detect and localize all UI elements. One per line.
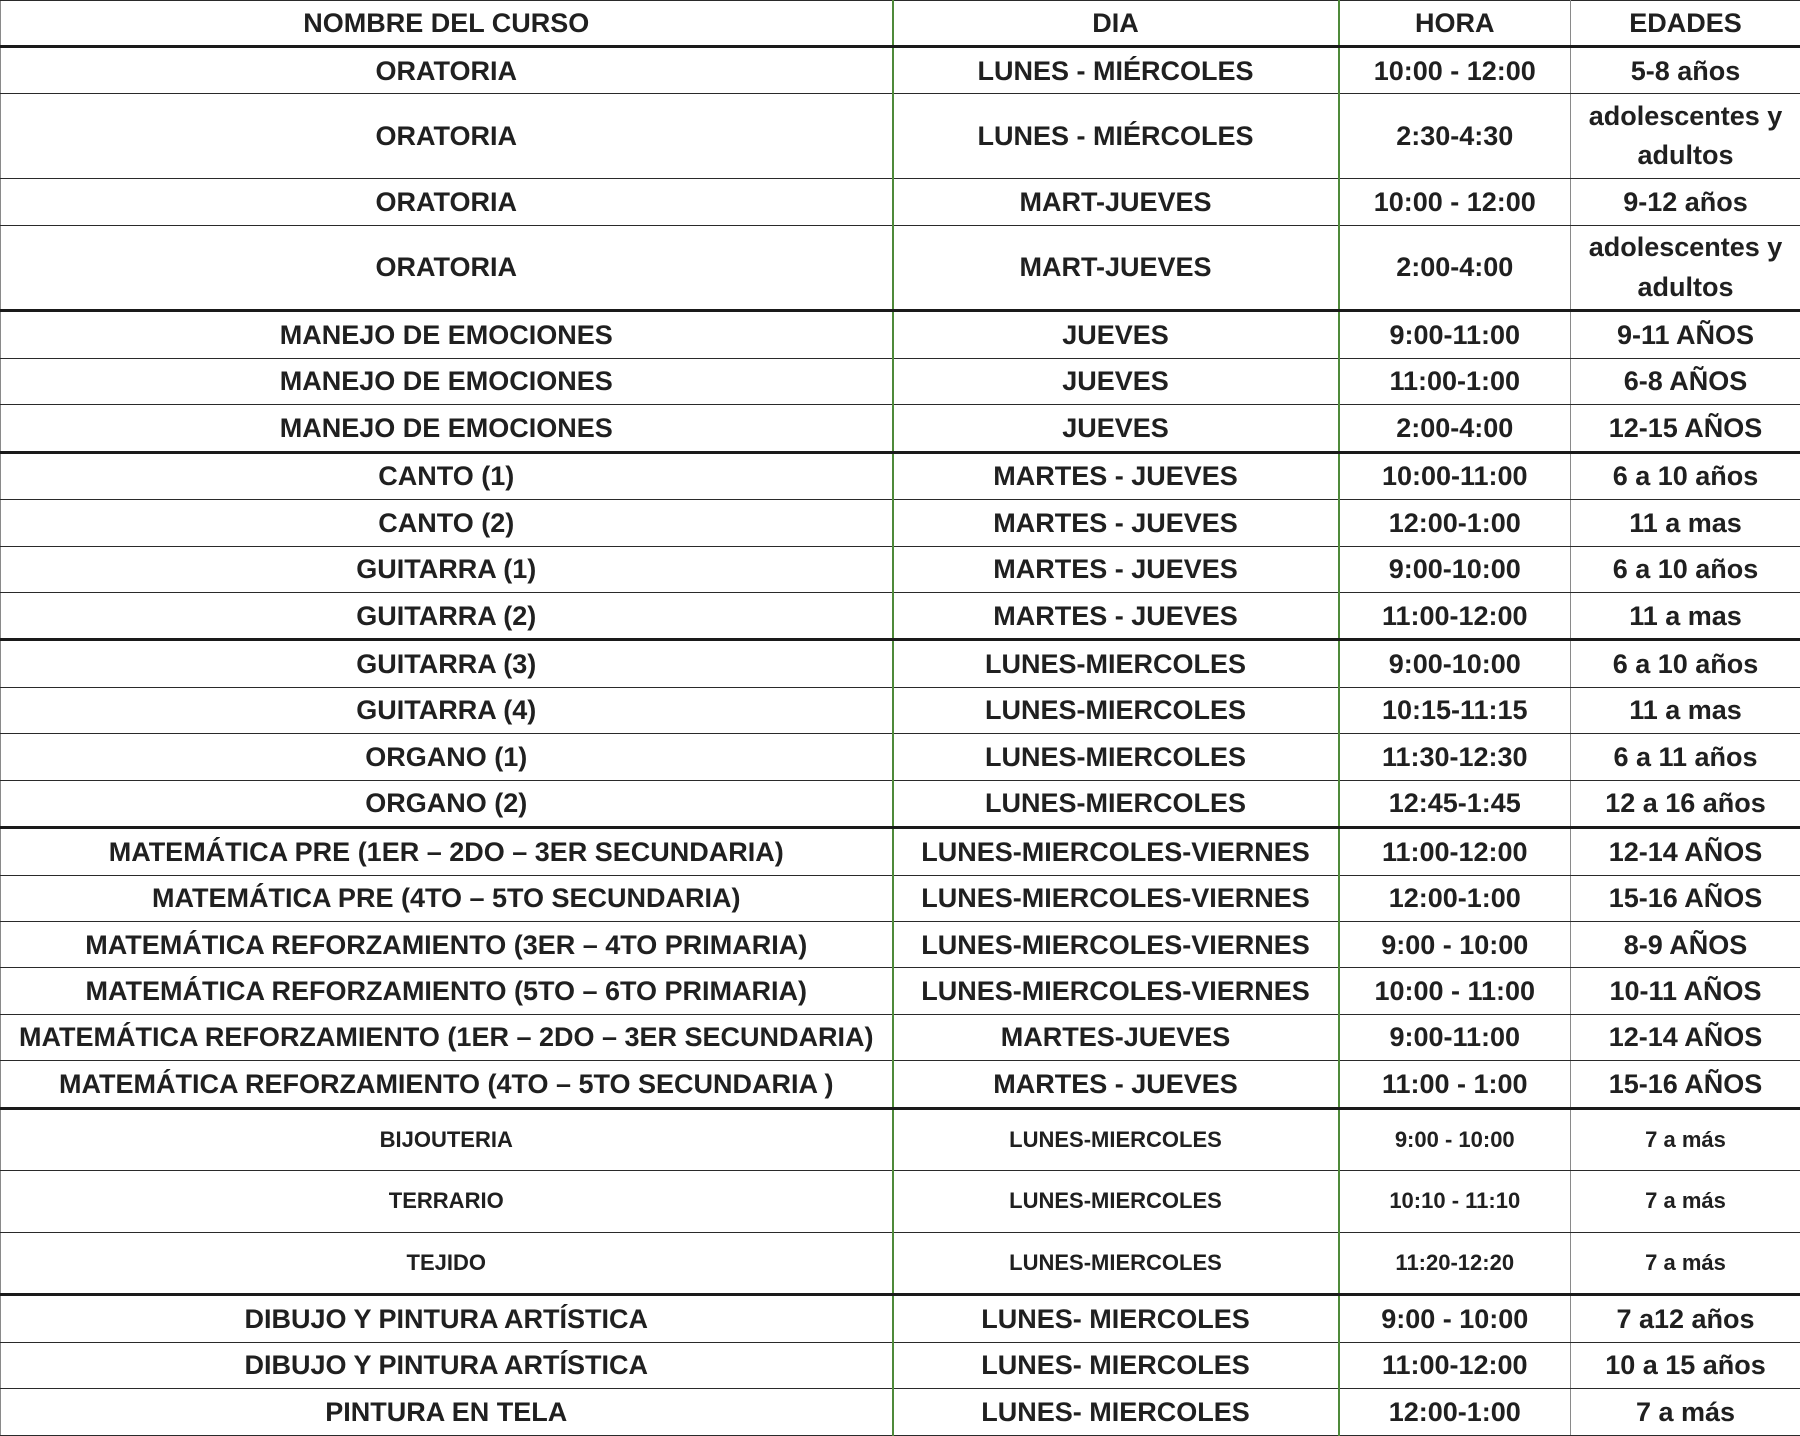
course-hour: 11:00-12:00 [1339, 828, 1571, 875]
course-name: BIJOUTERIA [1, 1108, 893, 1171]
course-name: ORATORIA [1, 225, 893, 311]
course-ages: 10-11 AÑOS [1571, 968, 1800, 1014]
course-ages: 12-15 AÑOS [1571, 405, 1800, 452]
course-ages: 7 a más [1571, 1171, 1800, 1233]
course-ages: 12 a 16 años [1571, 780, 1800, 827]
course-hour: 10:10 - 11:10 [1339, 1171, 1571, 1233]
course-day: MARTES - JUEVES [893, 500, 1339, 546]
course-ages: 6-8 AÑOS [1571, 358, 1800, 404]
course-name: ORGANO (2) [1, 780, 893, 827]
course-day: MARTES-JUEVES [893, 1014, 1339, 1060]
course-hour: 10:00 - 11:00 [1339, 968, 1571, 1014]
table-row [1, 687, 1800, 733]
course-name: ORGANO (1) [1, 734, 893, 780]
table-row [1, 875, 1800, 921]
course-hour: 9:00-10:00 [1339, 640, 1571, 687]
table-row [1, 1171, 1800, 1233]
course-name: DIBUJO Y PINTURA ARTÍSTICA [1, 1295, 893, 1342]
table-row [1, 1232, 1800, 1295]
course-day: LUNES-MIERCOLES [893, 780, 1339, 827]
table-row [1, 734, 1800, 780]
table-row [1, 1295, 1800, 1342]
course-hour: 11:00-12:00 [1339, 593, 1571, 640]
header-hour: HORA [1339, 1, 1571, 47]
course-hour: 10:00 - 12:00 [1339, 47, 1571, 94]
course-hour: 11:00-1:00 [1339, 358, 1571, 404]
course-ages: 11 a mas [1571, 687, 1800, 733]
course-name: PINTURA EN TELA [1, 1389, 893, 1436]
header-ages: EDADES [1571, 1, 1800, 47]
course-ages: 15-16 AÑOS [1571, 875, 1800, 921]
table-row [1, 47, 1800, 94]
course-name: MANEJO DE EMOCIONES [1, 311, 893, 358]
table-row [1, 452, 1800, 499]
course-day: LUNES - MIÉRCOLES [893, 94, 1339, 179]
table-row [1, 828, 1800, 875]
table-row [1, 546, 1800, 592]
course-ages: 9-11 AÑOS [1571, 311, 1800, 358]
course-day: LUNES-MIERCOLES [893, 734, 1339, 780]
course-day: LUNES - MIÉRCOLES [893, 47, 1339, 94]
course-day: MARTES - JUEVES [893, 546, 1339, 592]
course-ages: 6 a 11 años [1571, 734, 1800, 780]
course-name: MANEJO DE EMOCIONES [1, 405, 893, 452]
course-name: MATEMÁTICA PRE (4TO – 5TO SECUNDARIA) [1, 875, 893, 921]
table-row [1, 640, 1800, 687]
course-hour: 12:45-1:45 [1339, 780, 1571, 827]
course-ages: 11 a mas [1571, 593, 1800, 640]
course-ages: 6 a 10 años [1571, 640, 1800, 687]
table-row [1, 500, 1800, 546]
table-row [1, 780, 1800, 827]
course-hour: 9:00-10:00 [1339, 546, 1571, 592]
course-hour: 9:00-11:00 [1339, 311, 1571, 358]
course-hour: 11:30-12:30 [1339, 734, 1571, 780]
course-day: LUNES- MIERCOLES [893, 1342, 1339, 1388]
course-hour: 2:30-4:30 [1339, 94, 1571, 179]
course-name: TERRARIO [1, 1171, 893, 1233]
course-hour: 10:15-11:15 [1339, 687, 1571, 733]
course-day: JUEVES [893, 405, 1339, 452]
course-name: GUITARRA (2) [1, 593, 893, 640]
course-day: LUNES-MIERCOLES-VIERNES [893, 875, 1339, 921]
course-ages: 6 a 10 años [1571, 546, 1800, 592]
course-hour: 9:00 - 10:00 [1339, 1108, 1571, 1171]
course-name: ORATORIA [1, 94, 893, 179]
table-row [1, 1014, 1800, 1060]
course-name: MATEMÁTICA REFORZAMIENTO (4TO – 5TO SECUNDARIA ) [1, 1061, 893, 1108]
course-hour: 12:00-1:00 [1339, 875, 1571, 921]
course-name: GUITARRA (1) [1, 546, 893, 592]
course-ages: 7 a más [1571, 1232, 1800, 1295]
course-day: MART-JUEVES [893, 179, 1339, 225]
course-day: LUNES- MIERCOLES [893, 1389, 1339, 1436]
course-name: TEJIDO [1, 1232, 893, 1295]
course-name: MATEMÁTICA REFORZAMIENTO (5TO – 6TO PRIMARIA) [1, 968, 893, 1014]
table-row [1, 1108, 1800, 1171]
course-day: LUNES-MIERCOLES [893, 1171, 1339, 1233]
header-day: DIA [893, 1, 1339, 47]
course-hour: 11:00 - 1:00 [1339, 1061, 1571, 1108]
course-day: MARTES - JUEVES [893, 1061, 1339, 1108]
table-row [1, 225, 1800, 311]
course-hour: 12:00-1:00 [1339, 1389, 1571, 1436]
course-day: LUNES-MIERCOLES [893, 1108, 1339, 1171]
course-ages: 7 a más [1571, 1108, 1800, 1171]
table-row [1, 94, 1800, 179]
course-hour: 11:00-12:00 [1339, 1342, 1571, 1388]
course-ages: 12-14 AÑOS [1571, 1014, 1800, 1060]
course-name: CANTO (1) [1, 452, 893, 499]
table-header-row [1, 1, 1800, 47]
course-day: LUNES-MIERCOLES-VIERNES [893, 968, 1339, 1014]
course-ages: 5-8 años [1571, 47, 1800, 94]
course-ages: adolescentes y adultos [1571, 94, 1800, 179]
course-ages: 10 a 15 años [1571, 1342, 1800, 1388]
table-row [1, 968, 1800, 1014]
course-hour: 9:00 - 10:00 [1339, 922, 1571, 968]
table-row [1, 405, 1800, 452]
header-course: NOMBRE DEL CURSO [1, 1, 893, 47]
course-hour: 9:00 - 10:00 [1339, 1295, 1571, 1342]
course-name: GUITARRA (3) [1, 640, 893, 687]
course-day: MART-JUEVES [893, 225, 1339, 311]
course-name: MATEMÁTICA PRE (1ER – 2DO – 3ER SECUNDARIA) [1, 828, 893, 875]
table-row [1, 1342, 1800, 1388]
course-hour: 9:00-11:00 [1339, 1014, 1571, 1060]
course-name: GUITARRA (4) [1, 687, 893, 733]
course-hour: 10:00-11:00 [1339, 452, 1571, 499]
course-day: LUNES-MIERCOLES-VIERNES [893, 922, 1339, 968]
table-row [1, 179, 1800, 225]
course-ages: 9-12 años [1571, 179, 1800, 225]
course-ages: 7 a12 años [1571, 1295, 1800, 1342]
course-day: LUNES- MIERCOLES [893, 1295, 1339, 1342]
course-name: MANEJO DE EMOCIONES [1, 358, 893, 404]
course-ages: 12-14 AÑOS [1571, 828, 1800, 875]
course-day: LUNES-MIERCOLES-VIERNES [893, 828, 1339, 875]
course-name: CANTO (2) [1, 500, 893, 546]
course-hour: 11:20-12:20 [1339, 1232, 1571, 1295]
course-hour: 10:00 - 12:00 [1339, 179, 1571, 225]
table-row [1, 922, 1800, 968]
course-name: MATEMÁTICA REFORZAMIENTO (1ER – 2DO – 3ER SECUNDARIA) [1, 1014, 893, 1060]
course-hour: 2:00-4:00 [1339, 225, 1571, 311]
course-ages: 11 a mas [1571, 500, 1800, 546]
table-row [1, 311, 1800, 358]
course-ages: 15-16 AÑOS [1571, 1061, 1800, 1108]
course-hour: 12:00-1:00 [1339, 500, 1571, 546]
course-name: MATEMÁTICA REFORZAMIENTO (3ER – 4TO PRIMARIA) [1, 922, 893, 968]
course-name: DIBUJO Y PINTURA ARTÍSTICA [1, 1342, 893, 1388]
table-row [1, 1061, 1800, 1108]
course-day: LUNES-MIERCOLES [893, 687, 1339, 733]
course-ages: adolescentes y adultos [1571, 225, 1800, 311]
course-hour: 2:00-4:00 [1339, 405, 1571, 452]
course-day: MARTES - JUEVES [893, 593, 1339, 640]
course-day: LUNES-MIERCOLES [893, 1232, 1339, 1295]
course-day: MARTES - JUEVES [893, 452, 1339, 499]
table-row [1, 593, 1800, 640]
course-ages: 7 a más [1571, 1389, 1800, 1436]
course-day: LUNES-MIERCOLES [893, 640, 1339, 687]
course-day: JUEVES [893, 311, 1339, 358]
course-day: JUEVES [893, 358, 1339, 404]
table-row [1, 1389, 1800, 1436]
table-row [1, 358, 1800, 404]
course-ages: 6 a 10 años [1571, 452, 1800, 499]
course-ages: 8-9 AÑOS [1571, 922, 1800, 968]
course-name: ORATORIA [1, 179, 893, 225]
course-name: ORATORIA [1, 47, 893, 94]
